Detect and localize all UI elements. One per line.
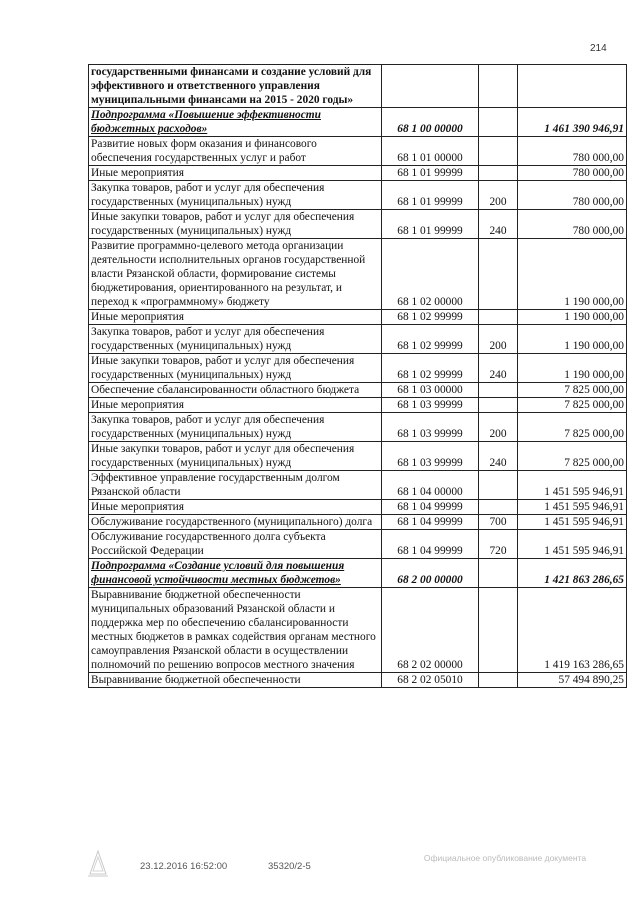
row-vr-code [479,559,518,588]
table-row [89,588,627,673]
row-sum: 1 451 595 946,91 [518,500,627,515]
table-row [89,413,627,442]
row-sum: 1 419 163 286,65 [518,588,627,673]
table-row [89,398,627,413]
table-row [89,500,627,515]
row-sum: 7 825 000,00 [518,383,627,398]
row-sum: 7 825 000,00 [518,413,627,442]
table-row [89,530,627,559]
table-row [89,65,627,108]
row-vr-code [479,398,518,413]
budget-table [88,64,627,688]
row-vr-code: 200 [479,325,518,354]
table-row [89,310,627,325]
row-vr-code: 240 [479,210,518,239]
row-name: Подпрограмма «Создание условий для повышения финансовой устойчивости местных бюджетов» [89,559,382,588]
row-name: Иные закупки товаров, работ и услуг для обеспечения государственных (муниципальных) нужд [89,354,382,383]
row-vr-code: 700 [479,515,518,530]
emblem-icon [86,850,110,878]
footer-doc-number: 35320/2-5 [268,861,311,872]
table-row [89,181,627,210]
row-name: Подпрограмма «Повышение эффективности бюджетных расходов» [89,108,382,137]
row-csr-code: 68 2 02 05010 [382,673,479,688]
row-csr-code: 68 1 02 00000 [382,239,479,310]
row-csr-code: 68 1 04 99999 [382,530,479,559]
row-name: Иные мероприятия [89,310,382,325]
row-name: Эффективное управление государственным долгом Рязанской области [89,471,382,500]
row-sum: 780 000,00 [518,137,627,166]
row-sum: 1 451 595 946,91 [518,515,627,530]
row-name: Выравнивание бюджетной обеспеченности муниципальных образований Рязанской области и поддержка мер по обеспечению сбалансированности местных бюджетов в рамках содействия органам местного самоуправления Рязанской области в осуществлении полномочий по решению вопросов местного значения [89,588,382,673]
table-row [89,210,627,239]
row-csr-code: 68 1 01 99999 [382,166,479,181]
row-csr-code: 68 1 01 99999 [382,181,479,210]
row-vr-code [479,673,518,688]
row-sum: 1 190 000,00 [518,325,627,354]
row-name: Закупка товаров, работ и услуг для обеспечения государственных (муниципальных) нужд [89,325,382,354]
table-row [89,166,627,181]
table-row [89,471,627,500]
row-vr-code [479,500,518,515]
row-vr-code [479,471,518,500]
row-sum: 1 421 863 286,65 [518,559,627,588]
row-vr-code [479,588,518,673]
row-name: Иные закупки товаров, работ и услуг для обеспечения государственных (муниципальных) нужд [89,210,382,239]
row-vr-code [479,166,518,181]
row-name: Иные закупки товаров, работ и услуг для обеспечения государственных (муниципальных) нужд [89,442,382,471]
row-vr-code [479,108,518,137]
table-row [89,559,627,588]
row-name: Развитие новых форм оказания и финансового обеспечения государственных услуг и работ [89,137,382,166]
row-sum: 57 494 890,25 [518,673,627,688]
table-row [89,673,627,688]
row-vr-code: 200 [479,413,518,442]
table-row [89,239,627,310]
publication-stamp: Официальное опубликование документа [423,853,587,863]
row-sum [518,65,627,108]
row-sum: 780 000,00 [518,181,627,210]
row-vr-code [479,310,518,325]
row-vr-code: 720 [479,530,518,559]
row-csr-code: 68 1 02 99999 [382,354,479,383]
row-sum: 1 451 595 946,91 [518,471,627,500]
row-sum: 780 000,00 [518,166,627,181]
row-sum: 7 825 000,00 [518,442,627,471]
row-name: Выравнивание бюджетной обеспеченности [89,673,382,688]
row-name: Закупка товаров, работ и услуг для обеспечения государственных (муниципальных) нужд [89,413,382,442]
row-csr-code: 68 1 04 99999 [382,515,479,530]
row-name: Обеспечение сбалансированности областного бюджета [89,383,382,398]
row-sum: 1 461 390 946,91 [518,108,627,137]
table-row [89,108,627,137]
budget-table-body [89,65,627,688]
row-csr-code: 68 1 00 00000 [382,108,479,137]
row-csr-code: 68 1 03 99999 [382,442,479,471]
row-vr-code [479,239,518,310]
row-name: Обслуживание государственного долга субъекта Российской Федерации [89,530,382,559]
row-name: Развитие программно-целевого метода организации деятельности исполнительных органов государственной власти Рязанской области, формирование системы бюджетирования, ориентированного на результат, и переход к «программному» бюджету [89,239,382,310]
row-name: Иные мероприятия [89,166,382,181]
table-row [89,442,627,471]
row-name: Иные мероприятия [89,500,382,515]
row-csr-code: 68 1 02 99999 [382,310,479,325]
row-vr-code: 240 [479,354,518,383]
row-csr-code: 68 1 02 99999 [382,325,479,354]
row-name: Иные мероприятия [89,398,382,413]
row-vr-code: 200 [479,181,518,210]
row-sum: 1 190 000,00 [518,310,627,325]
row-csr-code: 68 2 00 00000 [382,559,479,588]
row-vr-code [479,65,518,108]
row-csr-code: 68 1 03 00000 [382,383,479,398]
table-row [89,354,627,383]
row-csr-code: 68 1 01 99999 [382,210,479,239]
row-sum: 7 825 000,00 [518,398,627,413]
row-csr-code: 68 2 02 00000 [382,588,479,673]
row-csr-code: 68 1 03 99999 [382,413,479,442]
row-sum: 1 190 000,00 [518,239,627,310]
row-csr-code: 68 1 03 99999 [382,398,479,413]
row-csr-code: 68 1 04 00000 [382,471,479,500]
row-csr-code: 68 1 04 99999 [382,500,479,515]
table-row [89,383,627,398]
footer-datetime: 23.12.2016 16:52:00 [140,861,228,872]
row-name: Закупка товаров, работ и услуг для обеспечения государственных (муниципальных) нужд [89,181,382,210]
row-vr-code [479,383,518,398]
row-sum: 1 190 000,00 [518,354,627,383]
row-name: Обслуживание государственного (муниципального) долга [89,515,382,530]
row-name: государственными финансами и создание условий для эффективного и ответственного управления муниципальными финансами на 2015 - 2020 годы» [89,65,382,108]
row-vr-code: 240 [479,442,518,471]
page-number: 214 [590,43,607,54]
table-row [89,325,627,354]
row-csr-code: 68 1 01 00000 [382,137,479,166]
table-row [89,515,627,530]
row-csr-code [382,65,479,108]
row-sum: 780 000,00 [518,210,627,239]
row-vr-code [479,137,518,166]
row-sum: 1 451 595 946,91 [518,530,627,559]
table-row [89,137,627,166]
